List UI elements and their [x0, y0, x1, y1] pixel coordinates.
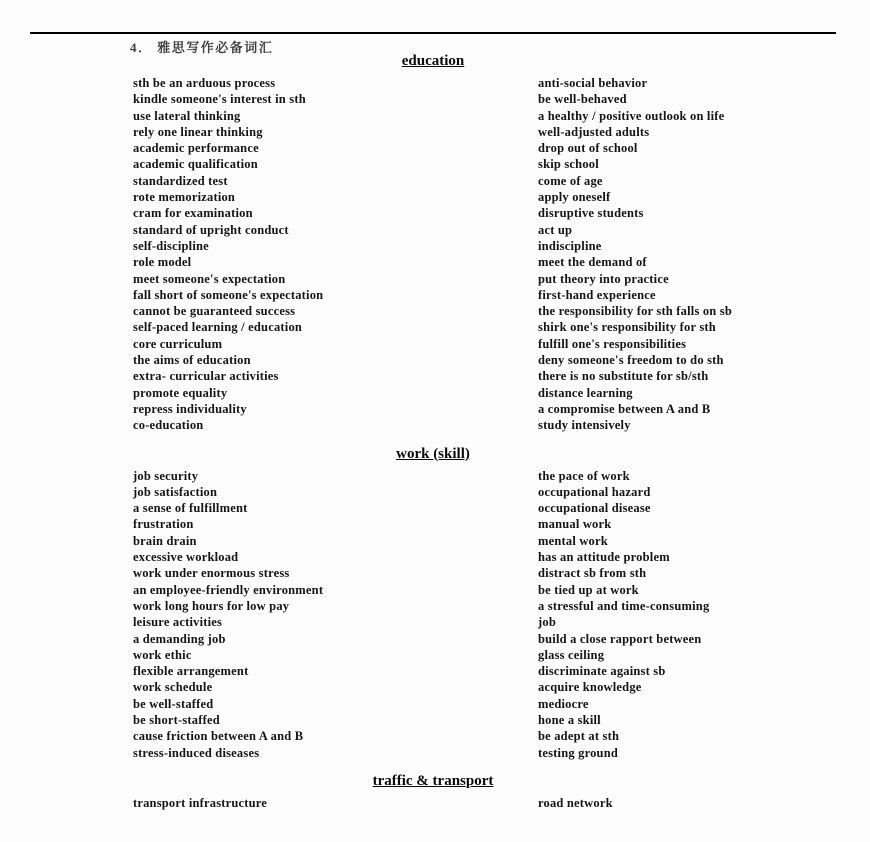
vocab-item-left: excessive workload [133, 550, 239, 565]
vocab-row [133, 222, 840, 238]
vocab-item-right: meet the demand of [538, 255, 647, 270]
vocab-item-right: be tied up at work [538, 582, 639, 597]
vocab-item-right: be adept at sth [538, 729, 620, 744]
vocab-item-left: academic qualification [133, 157, 258, 172]
vocab-item-right: a healthy / positive outlook on life [538, 108, 725, 123]
vocab-item-right: acquire knowledge [538, 680, 642, 695]
vocab-item-right: indiscipline [538, 238, 602, 253]
vocab-item-left: cram for examination [133, 206, 253, 221]
vocab-item-right: well-adjusted adults [538, 124, 650, 139]
vocab-row [133, 254, 840, 270]
vocab-row [133, 516, 840, 532]
vocab-item-left: job security [133, 468, 199, 483]
vocab-row [133, 598, 840, 614]
vocab-item-right: a stressful and time-consuming [538, 598, 710, 613]
vocab-row [133, 795, 840, 811]
section-traffic-transport [0, 772, 870, 811]
vocab-item-right: testing ground [538, 745, 619, 760]
vocab-item-left: role model [133, 255, 192, 270]
vocab-item-left: self-discipline [133, 238, 209, 253]
vocab-row [133, 336, 840, 352]
vocab-item-left: fall short of someone's expectation [133, 287, 324, 302]
vocab-item-left: brain drain [133, 533, 197, 548]
vocab-item-left: work ethic [133, 647, 192, 662]
vocab-row [133, 696, 840, 712]
vocab-row [133, 500, 840, 516]
section-title: work (skill) [396, 445, 470, 462]
vocab-row [133, 417, 840, 433]
vocab-sections [0, 48, 870, 811]
vocab-item-right: occupational disease [538, 501, 651, 516]
vocab-item-left: sth be an arduous process [133, 76, 276, 90]
vocab-item-right: skip school [538, 157, 599, 172]
vocab-row [133, 647, 840, 663]
vocab-row [133, 728, 840, 744]
vocab-item-left: cannot be guaranteed success [133, 304, 296, 319]
vocab-item-left: meet someone's expectation [133, 271, 286, 286]
vocab-item-right: study intensively [538, 418, 631, 433]
vocab-item-right: a compromise between A and B [538, 401, 711, 416]
vocab-item-left: self-paced learning / education [133, 320, 303, 335]
vocab-item-left: rote memorization [133, 190, 236, 205]
vocab-item-left: an employee-friendly environment [133, 582, 324, 597]
vocab-row [133, 401, 840, 417]
vocab-rows [133, 795, 840, 811]
vocab-item-right: first-hand experience [538, 287, 656, 302]
vocab-row [133, 303, 840, 319]
vocab-item-left: a demanding job [133, 631, 226, 646]
vocab-row [133, 631, 840, 647]
vocab-item-right: anti-social behavior [538, 76, 648, 90]
vocab-item-right: put theory into practice [538, 271, 669, 286]
vocab-item-left: academic performance [133, 141, 259, 156]
vocab-item-left: core curriculum [133, 336, 223, 351]
vocab-item-left: work schedule [133, 680, 213, 695]
vocab-item-right: glass ceiling [538, 647, 605, 662]
vocab-item-right: deny someone's freedom to do sth [538, 353, 724, 368]
vocab-item-left: repress individuality [133, 401, 247, 416]
vocab-row [133, 614, 840, 630]
vocab-row [133, 468, 840, 484]
vocab-item-right: shirk one's responsibility for sth [538, 320, 716, 335]
vocab-item-right: there is no substitute for sb/sth [538, 369, 709, 384]
vocab-item-left: standardized test [133, 173, 228, 188]
vocab-row [133, 385, 840, 401]
vocab-item-right: the pace of work [538, 468, 630, 483]
vocab-row [133, 533, 840, 549]
header-rule [30, 32, 836, 34]
vocab-item-right: occupational hazard [538, 484, 651, 499]
vocab-row [133, 663, 840, 679]
vocab-item-left: standard of upright conduct [133, 222, 289, 237]
vocab-item-right: distance learning [538, 385, 633, 400]
vocab-item-left: stress-induced diseases [133, 745, 260, 760]
vocab-item-left: rely one linear thinking [133, 124, 263, 139]
section-title: traffic & transport [372, 772, 494, 789]
vocab-item-right: job [538, 615, 556, 630]
vocab-item-right: fulfill one's responsibilities [538, 336, 687, 351]
vocab-item-left: transport infrastructure [133, 795, 268, 810]
section-education [0, 52, 870, 434]
vocab-row [133, 108, 840, 124]
vocab-row [133, 319, 840, 335]
vocab-item-left: frustration [133, 517, 194, 532]
vocab-item-left: extra- curricular activities [133, 369, 279, 384]
vocab-item-right: apply oneself [538, 190, 611, 205]
vocab-item-left: work under enormous stress [133, 566, 290, 581]
vocab-row [133, 271, 840, 287]
vocab-row [133, 91, 840, 107]
vocab-row [133, 565, 840, 581]
vocab-item-right: act up [538, 222, 573, 237]
vocab-row [133, 140, 840, 156]
vocab-row [133, 549, 840, 565]
vocab-row [133, 173, 840, 189]
doc-header-title: 4． 雅思写作必备词汇 [130, 40, 274, 55]
vocab-row [133, 352, 840, 368]
vocab-item-right: mental work [538, 533, 608, 548]
vocab-row [133, 745, 840, 761]
vocab-item-left: use lateral thinking [133, 108, 241, 123]
vocab-row [133, 582, 840, 598]
vocab-item-left: work long hours for low pay [133, 598, 290, 613]
vocab-item-right: disruptive students [538, 206, 644, 221]
vocab-row [133, 484, 840, 500]
vocab-row [133, 189, 840, 205]
vocab-item-left: flexible arrangement [133, 664, 249, 679]
vocab-rows [133, 468, 840, 761]
vocab-row [133, 368, 840, 384]
vocab-item-right: manual work [538, 517, 612, 532]
vocab-item-right: distract sb from sth [538, 566, 647, 581]
vocab-item-right: mediocre [538, 696, 589, 711]
vocab-item-right: hone a skill [538, 712, 601, 727]
vocab-item-left: be well-staffed [133, 696, 214, 711]
section-work-skill [0, 445, 870, 761]
vocab-item-right: be well-behaved [538, 92, 627, 107]
vocab-rows [133, 75, 840, 434]
vocab-row [133, 205, 840, 221]
vocab-item-right: build a close rapport between [538, 631, 702, 646]
vocab-row [133, 156, 840, 172]
vocab-item-right: road network [538, 795, 613, 810]
vocab-item-left: job satisfaction [133, 484, 218, 499]
vocab-item-right: discriminate against sb [538, 664, 666, 679]
section-title: education [401, 53, 465, 69]
vocab-item-left: be short-staffed [133, 712, 220, 727]
vocab-item-right: the responsibility for sth falls on sb [538, 304, 732, 319]
vocab-row [133, 238, 840, 254]
vocab-row [133, 75, 840, 91]
vocab-item-left: a sense of fulfillment [133, 501, 248, 516]
vocab-row [133, 679, 840, 695]
vocab-item-left: the aims of education [133, 353, 251, 368]
vocab-item-left: leisure activities [133, 615, 223, 630]
vocab-item-right: has an attitude problem [538, 550, 670, 565]
vocab-row [133, 124, 840, 140]
vocab-item-left: co-education [133, 418, 204, 433]
vocab-item-left: kindle someone's interest in sth [133, 92, 306, 107]
vocab-item-left: cause friction between A and B [133, 729, 304, 744]
vocab-row [133, 712, 840, 728]
vocab-item-right: drop out of school [538, 141, 638, 156]
vocab-item-right: come of age [538, 173, 603, 188]
vocab-row [133, 287, 840, 303]
vocab-item-left: promote equality [133, 385, 228, 400]
